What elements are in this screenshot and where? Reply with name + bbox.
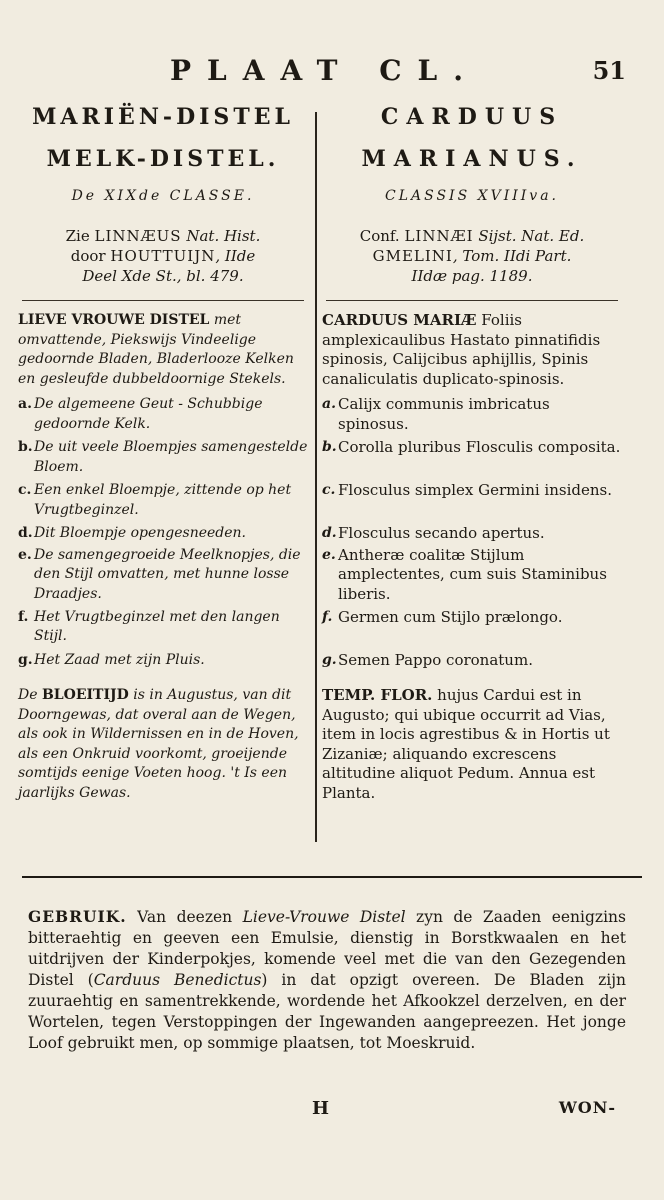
column-divider: [315, 112, 317, 842]
list-item: c. Een enkel Bloempje, zittende op het Vrugtbeginzel.: [18, 482, 292, 518]
dutch-title-2: MELK-DISTEL.: [46, 146, 280, 172]
list-item: e. Antheræ coalitæ Stijlum amplectentes, cum suis Staminibus liberis.: [322, 545, 607, 603]
list-item: d. Flosculus secando apertus.: [322, 524, 545, 542]
latin-class: CLASSIS XVIIIva.: [385, 188, 559, 204]
dutch-column: [18, 96, 308, 803]
latin-title-2: MARIANUS.: [361, 146, 583, 172]
section-rule: [22, 876, 642, 878]
latin-title-1: CARDUUS: [380, 104, 564, 130]
running-head: [0, 54, 664, 88]
latin-column: [322, 96, 622, 803]
page-number: 51: [592, 56, 626, 85]
dutch-flowering: De BLOEITIJD is in Augustus, van dit Doorngewas, dat overal aan de Wegen, als ook in Wildernissen en in de Hoven, als een Onkruid voorkomt, groeijende somtijds eenige Voeten hoog. 't Is een jaarlijks Gewas.: [18, 687, 299, 801]
signature-mark: H: [312, 1098, 330, 1119]
dutch-class: De XIXde CLASSE.: [71, 188, 255, 204]
list-item: c. Flosculus simplex Germini insidens.: [322, 481, 612, 499]
list-item: d. Dit Bloempje opengesneeden.: [18, 525, 246, 541]
list-item: e. De samengegroeide Meelknopjes, die den Stijl omvatten, met hunne losse Draadjes.: [18, 546, 301, 602]
divider: [22, 300, 304, 301]
dutch-figure-legend: [18, 395, 308, 670]
plate-heading: PLAAT CL.: [170, 54, 479, 87]
dutch-reference: Zie LINNÆUS Nat. Hist. door HOUTTUIJN, IIde Deel Xde St., bl. 479.: [65, 227, 261, 285]
dutch-description: LIEVE VROUWE DISTEL met omvattende, Piekswijs Vindeelige gedoornde Bladen, Bladerlooze Kelken en gesleufde dubbeldoornige Stekels.: [18, 312, 294, 387]
latin-figure-legend: [322, 395, 622, 670]
list-item: f. Germen cum Stijlo prælongo.: [322, 607, 563, 626]
dutch-title-1: MARIËN-DISTEL: [32, 104, 294, 130]
list-item: b. Corolla pluribus Flosculis composita.: [322, 438, 621, 456]
divider: [326, 300, 618, 301]
list-item: g. Het Zaad met zijn Pluis.: [18, 651, 205, 668]
list-item: b. De uit veele Bloempjes samengestelde Bloem.: [18, 439, 308, 475]
list-item: a. Calijx communis imbricatus spinosus.: [322, 395, 550, 433]
latin-flowering: TEMP. FLOR. hujus Cardui est in Augusto; qui ubique occurrit ad Vias, item in locis agrestibus & in Hortis ut Zizaniæ; aliquando excrescens altitudine aliquot Pedum. Annua est Planta.: [322, 686, 610, 802]
catchword: WON-: [558, 1098, 616, 1117]
list-item: f. Het Vrugtbeginzel met den langen Stijl.: [18, 608, 280, 644]
list-item: g. Semen Pappo coronatum.: [322, 650, 533, 669]
usage-paragraph: GEBRUIK. Van deezen Lieve-Vrouwe Distel zyn de Zaaden eenigzins bitteraehtig en geeven een Emulsie, dienstig in Borstkwaalen en het uitdrijven der Kinderpokjes, komende veel met die van den Gezegenden Distel (Carduus Benedictus) in dat opzigt overeen. De Bladen zijn zuuraehtig en samentrekkende, wordende het Afkookzel derzelven, en der Wortelen, tegen Verstoppingen der Ingewanden aangepreezen. Het jonge Loof gebruikt men, op sommige plaatsen, tot Moeskruid.: [28, 907, 626, 1052]
latin-description: CARDUUS MARIÆ Foliis amplexicaulibus Hastato pinnatifidis spinosis, Calijcibus aphijllis, Spinis canaliculatis duplicato-spinosis.: [322, 311, 601, 388]
latin-reference: Conf. LINNÆI Sijst. Nat. Ed. GMELINI, Tom. IIdi Part. IIdæ pag. 1189.: [359, 227, 585, 285]
list-item: a. De algemeene Geut - Schubbige gedoornde Kelk.: [18, 396, 263, 432]
